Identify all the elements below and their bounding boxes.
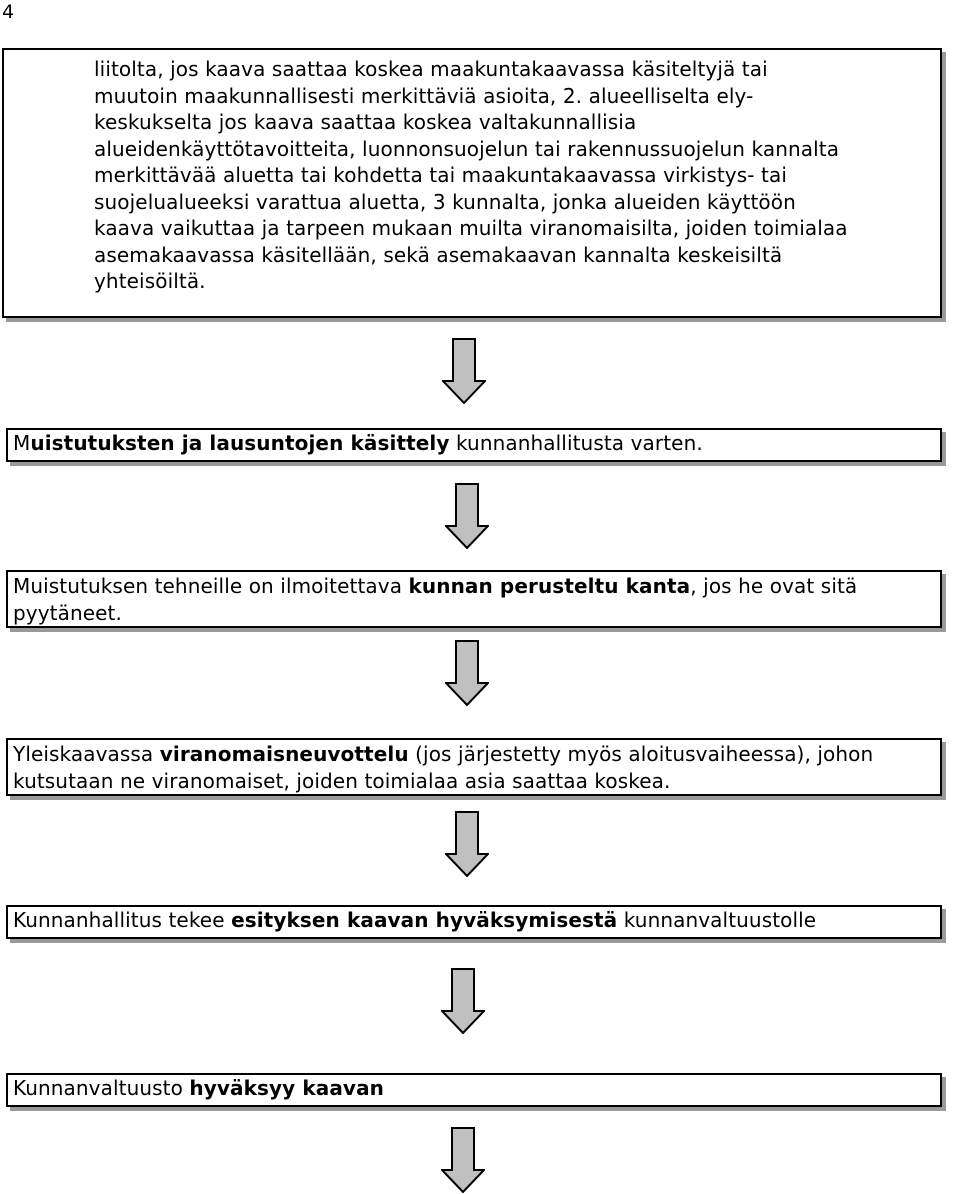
step-box-notification <box>6 570 942 628</box>
step-text-start: M <box>13 431 31 455</box>
paragraph-line: muutoin maakunnallisesti merkittäviä asioita, 2. alueelliselta ely- <box>94 83 754 108</box>
paragraph-line: merkittävää aluetta tai kohdetta tai maakuntakaavassa virkistys- tai <box>94 163 787 187</box>
step-box-proposal <box>6 905 942 939</box>
down-arrow-icon <box>445 811 489 877</box>
step-text-start: Kunnanvaltuusto <box>13 1076 190 1100</box>
down-arrow-shape <box>446 484 488 548</box>
step-text-end: (jos järjestetty myös aloitusvaiheessa), johon kutsutaan ne viranomaiset, joiden toimialaa asia saattaa koskea. <box>13 742 874 793</box>
step-highlight: esityksen kaavan hyväksymisestä <box>231 908 618 932</box>
paragraph-line: yhteisöiltä. <box>94 269 206 293</box>
step-text-end: kunnanhallitusta varten. <box>449 431 703 455</box>
paragraph-line: alueidenkäyttötavoitteita, luonnonsuojelun tai rakennussuojelun kannalta <box>94 136 840 161</box>
down-arrow-shape <box>446 641 488 705</box>
down-arrow-icon <box>445 483 489 549</box>
down-arrow-shape <box>442 1128 484 1192</box>
step-highlight: uistutuksten ja lausuntojen käsittely <box>30 431 450 455</box>
page-number: 4 <box>2 1 15 23</box>
paragraph-line: suojelualueeksi varattua aluetta, 3 kunnalta, jonka alueiden käyttöön <box>94 189 796 214</box>
down-arrow-icon <box>442 338 486 404</box>
step-text-start: Muistutuksen tehneille on ilmoitettava <box>13 574 409 598</box>
down-arrow-shape <box>443 339 485 403</box>
step-highlight: kunnan perusteltu kanta <box>408 574 691 598</box>
step-box-negotiation <box>6 738 942 796</box>
paragraph-line: liitolta, jos kaava saattaa koskea maakuntakaavassa käsiteltyjä tai <box>94 57 768 81</box>
step-box-approval <box>6 1073 942 1107</box>
down-arrow-icon <box>445 640 489 706</box>
paragraph-line: keskukselta jos kaava saattaa koskea valtakunnallisia <box>94 110 637 134</box>
down-arrow-shape <box>446 812 488 876</box>
down-arrow-icon <box>441 1127 485 1193</box>
step-text-end: kunnanvaltuustolle <box>617 908 817 932</box>
down-arrow-icon <box>441 968 485 1034</box>
step-highlight: hyväksyy kaavan <box>189 1076 385 1100</box>
step-text-end: , jos he ovat sitä pyytäneet. <box>13 574 858 625</box>
step-text-start: Yleiskaavassa <box>13 742 160 766</box>
step-box-recipients <box>2 48 942 318</box>
paragraph-line: asemakaavassa käsitellään, sekä asemakaavan kannalta keskeisiltä <box>94 242 783 267</box>
step-box-handling <box>6 428 942 462</box>
down-arrow-shape <box>442 969 484 1033</box>
step-highlight: viranomaisneuvottelu <box>159 742 409 766</box>
paragraph-line: kaava vaikuttaa ja tarpeen mukaan muilta viranomaisilta, joiden toimialaa <box>94 216 848 240</box>
step-text-start: Kunnanhallitus tekee <box>13 908 232 932</box>
